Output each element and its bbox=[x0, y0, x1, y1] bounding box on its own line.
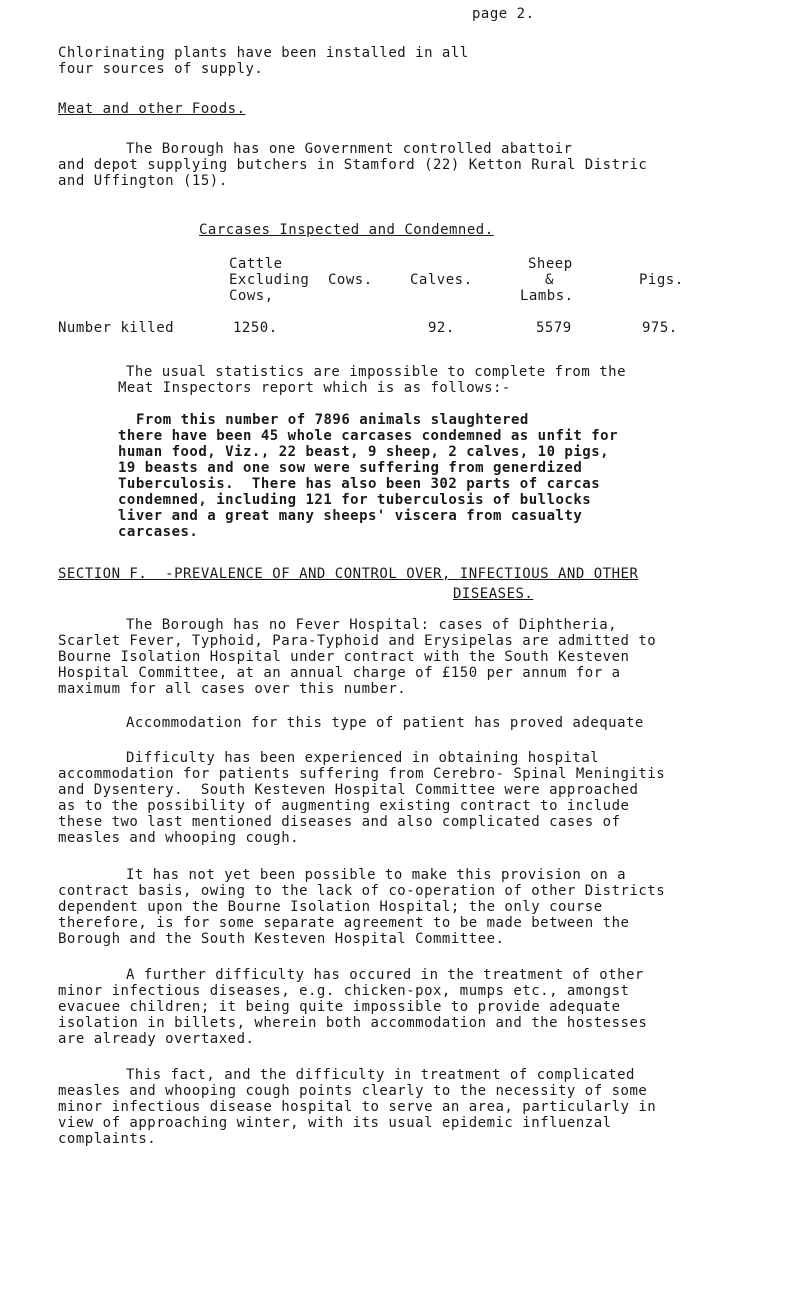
meat-para-line: and depot supplying butchers in Stamford (22) Ketton Rural Distric bbox=[58, 157, 648, 173]
section-f-para-line: Hospital Committee, at an annual charge of £150 per annum for a bbox=[58, 665, 621, 681]
section-f-para-line: therefore, is for some separate agreement to be made between the bbox=[58, 915, 630, 931]
stats-line: The usual statistics are impossible to complete from the bbox=[126, 364, 627, 380]
report-line: Tuberculosis. There has also been 302 parts of carcas bbox=[118, 476, 601, 492]
section-f-para-line: are already overtaxed. bbox=[58, 1031, 255, 1047]
section-f-para-line: as to the possibility of augmenting existing contract to include bbox=[58, 798, 630, 814]
col-sheep: & bbox=[545, 272, 554, 288]
cell-sheep: 5579 bbox=[536, 320, 572, 336]
report-line: From this number of 7896 animals slaughtered bbox=[136, 412, 529, 428]
section-f-para-line: contract basis, owing to the lack of co-operation of other Districts bbox=[58, 883, 666, 899]
col-cows: Cows. bbox=[328, 272, 373, 288]
section-f-para-line: It has not yet been possible to make this provision on a bbox=[126, 867, 627, 883]
section-f-para-line: This fact, and the difficulty in treatment of complicated bbox=[126, 1067, 635, 1083]
section-f-para-line: minor infectious disease hospital to serve an area, particularly in bbox=[58, 1099, 657, 1115]
col-cattle: Excluding bbox=[229, 272, 310, 288]
section-f-para-line: Scarlet Fever, Typhoid, Para-Typhoid and Erysipelas are admitted to bbox=[58, 633, 657, 649]
col-sheep: Lambs. bbox=[520, 288, 574, 304]
col-pigs: Pigs. bbox=[639, 272, 684, 288]
section-f-para-line: measles and whooping cough points clearly to the necessity of some bbox=[58, 1083, 648, 1099]
page-number: page 2. bbox=[472, 6, 535, 22]
report-line: human food, Viz., 22 beast, 9 sheep, 2 calves, 10 pigs, bbox=[118, 444, 610, 460]
meat-para-line: and Uffington (15). bbox=[58, 173, 228, 189]
col-sheep: Sheep bbox=[528, 256, 573, 272]
section-f-para-line: The Borough has no Fever Hospital: cases of Diphtheria, bbox=[126, 617, 618, 633]
section-f-para-line: accommodation for patients suffering from Cerebro- Spinal Meningitis bbox=[58, 766, 666, 782]
stats-line: Meat Inspectors report which is as follows:- bbox=[118, 380, 511, 396]
section-f-para-line: maximum for all cases over this number. bbox=[58, 681, 407, 697]
meat-heading: Meat and other Foods. bbox=[58, 101, 246, 117]
cell-pigs: 975. bbox=[642, 320, 678, 336]
cell-calves: 92. bbox=[428, 320, 455, 336]
section-f-para-line: A further difficulty has occured in the treatment of other bbox=[126, 967, 644, 983]
report-line: liver and a great many sheeps' viscera from casualty bbox=[118, 508, 583, 524]
section-f-heading: SECTION F. -PREVALENCE OF AND CONTROL OVER, INFECTIOUS AND OTHER bbox=[58, 566, 639, 582]
col-cattle: Cattle bbox=[229, 256, 283, 272]
col-cattle: Cows, bbox=[229, 288, 274, 304]
intro-line: Chlorinating plants have been installed in all bbox=[58, 45, 469, 61]
section-f-para-line: measles and whooping cough. bbox=[58, 830, 300, 846]
report-line: condemned, including 121 for tuberculosis of bullocks bbox=[118, 492, 592, 508]
section-f-para-line: complaints. bbox=[58, 1131, 157, 1147]
report-line: there have been 45 whole carcases condemned as unfit for bbox=[118, 428, 619, 444]
section-f-para-line: Borough and the South Kesteven Hospital Committee. bbox=[58, 931, 505, 947]
meat-para-line: The Borough has one Government controlled abattoir bbox=[126, 141, 573, 157]
section-f-para-line: these two last mentioned diseases and also complicated cases of bbox=[58, 814, 621, 830]
row-label: Number killed bbox=[58, 320, 175, 336]
col-calves: Calves. bbox=[410, 272, 473, 288]
section-f-para-line: and Dysentery. South Kesteven Hospital Committee were approached bbox=[58, 782, 639, 798]
section-f-para-line: Difficulty has been experienced in obtaining hospital bbox=[126, 750, 600, 766]
section-f-para-line: view of approaching winter, with its usual epidemic influenzal bbox=[58, 1115, 612, 1131]
section-f-para-line: dependent upon the Bourne Isolation Hospital; the only course bbox=[58, 899, 603, 915]
intro-line: four sources of supply. bbox=[58, 61, 264, 77]
section-f-para-line: evacuee children; it being quite impossible to provide adequate bbox=[58, 999, 621, 1015]
section-f-para-line: minor infectious diseases, e.g. chicken-pox, mumps etc., amongst bbox=[58, 983, 630, 999]
section-f-para-line: Accommodation for this type of patient has proved adequate bbox=[126, 715, 644, 731]
section-f-heading: DISEASES. bbox=[453, 586, 534, 602]
report-line: carcases. bbox=[118, 524, 199, 540]
table-title: Carcases Inspected and Condemned. bbox=[199, 222, 494, 238]
report-line: 19 beasts and one sow were suffering from generdized bbox=[118, 460, 583, 476]
section-f-para-line: isolation in billets, wherein both accommodation and the hostesses bbox=[58, 1015, 648, 1031]
cell-cattle: 1250. bbox=[233, 320, 278, 336]
section-f-para-line: Bourne Isolation Hospital under contract with the South Kesteven bbox=[58, 649, 630, 665]
